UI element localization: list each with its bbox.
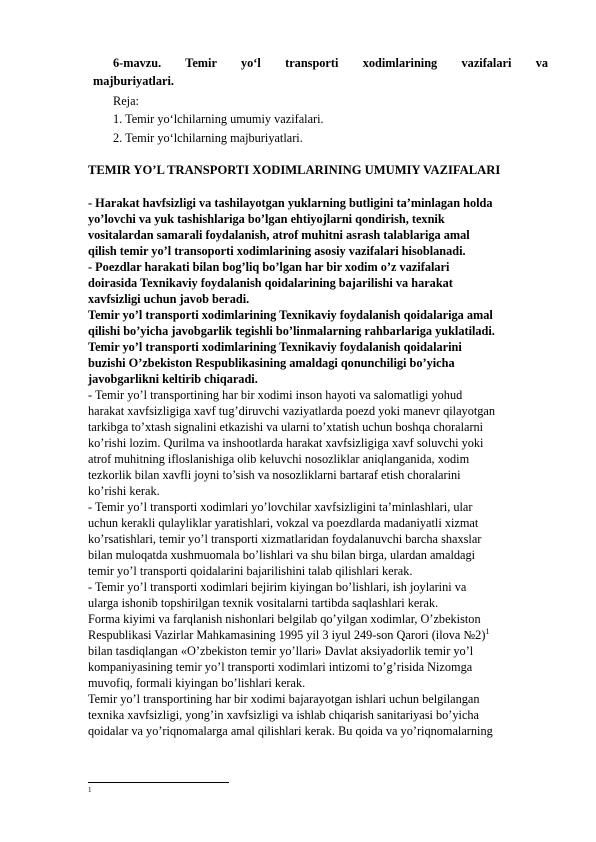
body-line: muvofiq, formali kiyingan bo’lishlari kerak. (88, 676, 306, 690)
body-line-with-footnote (88, 627, 548, 643)
body-line: - Temir yo’l transportining har bir xodimi inson hayoti va salomatligi yohud (88, 388, 463, 402)
body-line: ko’rishi lozim. Qurilma va inshootlarda harakat xavfsizligiga xavf soluvchi yoki (88, 436, 484, 450)
bold-paragraph-line: yo’lovchi va yuk tashishlariga bo’lgan ehtiyojlarni qondirish, texnik (88, 212, 445, 226)
footnote-marker: 1 (88, 786, 92, 794)
body-line: Temir yo’l transportining har bir xodimi bajarayotgan ishlari uchun belgilangan (88, 692, 480, 706)
body-line: ularga ishonib topshirilgan texnik vositalarni tartibda saqlashlari kerak. (88, 596, 439, 610)
body-line: harakat xavfsizligiga xavf tug’diruvchi vaziyatlarda poezd yoki manevr qilayotgan (88, 404, 496, 418)
body-line: ko’rishi kerak. (88, 484, 160, 498)
body-line: kompaniyasining temir yo’l transporti xodimlari intizomi to’g’risida Nizomga (88, 660, 473, 674)
footnote-reference[interactable]: 1 (485, 626, 490, 636)
body-line: - Temir yo’l transporti xodimlari bejirim kiyingan bo’lishlari, ish joylarini va (88, 580, 467, 594)
bold-paragraph-line: Temir yo’l transporti xodimlarining Texnikaviy foydalanish qoidalarini (88, 340, 462, 354)
plan-item-2: 2. Temir yo‘lchilarning majburiyatlari. (113, 131, 303, 145)
section-heading: TEMIR YO’L TRANSPORTI XODIMLARINING UMUMIY VAZIFALARI (88, 163, 501, 177)
plan-item-1: 1. Temir yo‘lchilarning umumiy vazifalari. (113, 112, 324, 126)
bold-paragraph-line: xavfsizligi uchun javob beradi. (88, 292, 250, 306)
bold-paragraph-line: javobgarlikni keltirib chiqaradi. (88, 372, 258, 386)
body-line: temir yo’l transporti qoidalarini bajarilishini talab qilishlari kerak. (88, 564, 413, 578)
bold-paragraph-line: qilishi bo’yicha javobgarlik tegishli bo’linmalarning rahbarlariga yuklatiladi. (88, 324, 495, 338)
topic-title-line-1: 6-mavzu. Temir yo‘l transporti xodimlarining vazifalari va (113, 56, 548, 70)
bold-paragraph-line: - Harakat havfsizligi va tashilayotgan yuklarning butligini ta’minlagan holda (88, 196, 493, 210)
body-line-text: Respublikasi Vazirlar Mahkamasining 1995 yil 3 iyul 249-son Qarori (ilova №2) (88, 628, 486, 642)
body-line: qoidalar va yo’riqnomalarga amal qilishlari kerak. Bu qoida va yo’riqnomalarning (88, 724, 493, 738)
topic-title-line-2: majburiyatlari. (93, 74, 174, 88)
bold-paragraph-line: Temir yo’l transporti xodimlarining Texnikaviy foydalanish qoidalariga amal (88, 308, 493, 322)
body-line: bilan tasdiqlangan «O’zbekiston temir yo’llari» Davlat aksiyadorlik temir yo’l (88, 644, 474, 658)
body-line: - Temir yo’l transporti xodimlari yo’lovchilar xavfsizligini ta’minlashlari, ular (88, 500, 473, 514)
footnote-separator (88, 782, 229, 783)
body-line: ko’rsatishlari, temir yo’l transporti xizmatlaridan foydalanuvchi barcha shaxslar (88, 532, 482, 546)
body-line: uchun kerakli qulayliklar yaratishlari, vokzal va poezdlarda madaniyatli xizmat (88, 516, 479, 530)
bold-paragraph-line: - Poezdlar harakati bilan bog’liq bo’lgan har bir xodim o’z vazifalari (88, 260, 450, 274)
body-line: texnika xavfsizligi, yong’in xavfsizligi va ishlab chiqarish sanitariyasi bo’yicha (88, 708, 480, 722)
bold-paragraph-line: buzishi O’zbekiston Respublikasining amaldagi qonunchiligi bo’yicha (88, 356, 455, 370)
body-line: atrof muhitning ifloslanishiga olib keluvchi nosozliklar aniqlanganida, xodim (88, 452, 470, 466)
body-line: tezkorlik bilan xavfli joyni to’sish va nosozliklarni bartaraf etish choralarini (88, 468, 461, 482)
body-line: tarkibga to’xtash signalini etkazishi va ularni to’xtatish uchun boshqa choralarni (88, 420, 484, 434)
bold-paragraph-line: qilish temir yo’l transoporti xodimlarining asosiy vazifalari hisoblanadi. (88, 244, 466, 258)
bold-paragraph-line: vositalardan samarali foydalanish, atrof muhitni asrash talablariga amal (88, 228, 470, 242)
body-line: Forma kiyimi va farqlanish nishonlari belgilab qo’yilgan xodimlar, O’zbekiston (88, 612, 481, 626)
bold-paragraph-line: doirasida Texnikaviy foydalanish qoidalarining bajarilishi va harakat (88, 276, 453, 290)
plan-label: Reja: (113, 94, 139, 108)
body-line: bilan muloqatda xushmuomala bo’lishlari va shu bilan birga, ulardan amaldagi (88, 548, 476, 562)
